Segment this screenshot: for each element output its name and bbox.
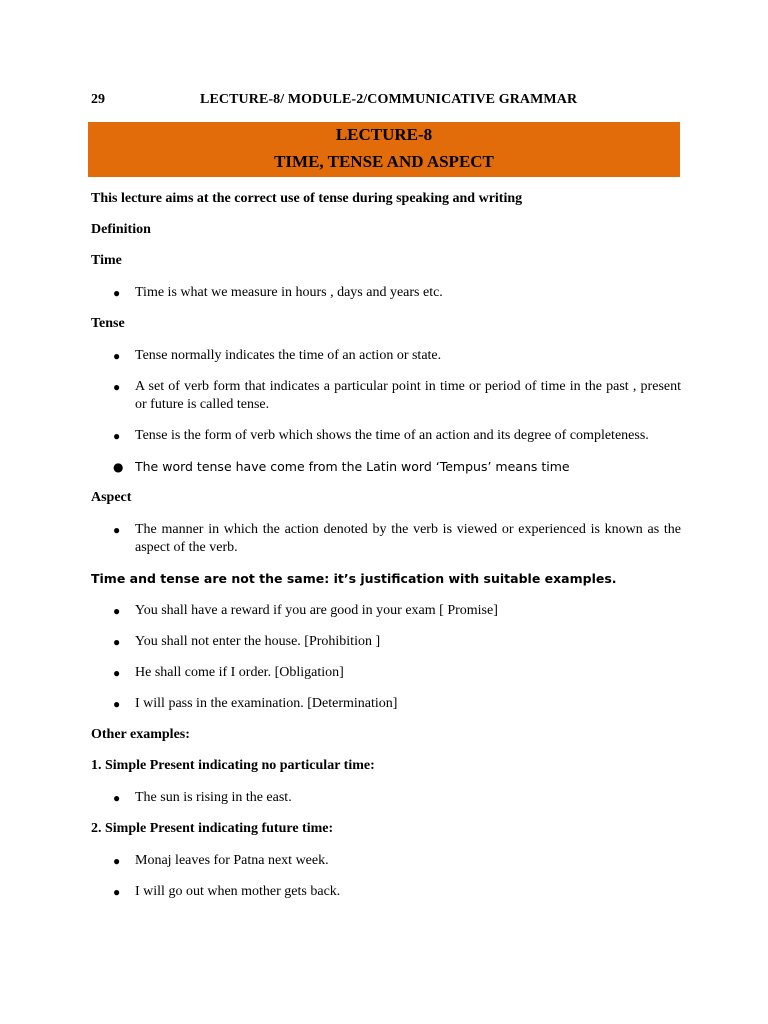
bullet-icon: ● [113, 380, 121, 394]
bullet-icon: ● [113, 854, 121, 868]
list-item: ● Tense normally indicates the time of an action or state. [113, 348, 442, 363]
aspect-heading: Aspect [91, 490, 132, 505]
list-item: ● The word tense have come from the Latin word ‘Tempus’ means time [113, 459, 570, 474]
lecture-banner [88, 122, 680, 177]
list-item: ● The sun is rising in the east. [113, 790, 292, 805]
aspect-list [91, 521, 681, 557]
list-item: ● Monaj leaves for Patna next week. [113, 853, 329, 868]
list-item: ● I will pass in the examination. [Determination] [113, 696, 398, 711]
list-item: ● You shall have a reward if you are good in your exam [ Promise] [113, 603, 498, 618]
tense-heading: Tense [91, 316, 125, 331]
list-item: ● Tense is the form of verb which shows the time of an action and its degree of completeness. [113, 428, 649, 443]
lecture-title: TIME, TENSE AND ASPECT [274, 152, 494, 171]
document-body [91, 190, 681, 901]
page-number: 29 [91, 92, 105, 107]
intro-text: This lecture aims at the correct use of tense during speaking and writing [91, 191, 523, 206]
simple-present-future-list [91, 852, 681, 901]
time-heading: Time [91, 253, 122, 268]
bullet-icon: ● [113, 604, 121, 618]
tense-list [91, 347, 681, 476]
bullet-icon: ● [113, 429, 121, 443]
running-header: LECTURE-8/ MODULE-2/COMMUNICATIVE GRAMMAR [200, 92, 578, 107]
bullet-icon: ● [113, 791, 121, 805]
list-item: ● A set of verb form that indicates a particular point in time or period of time in the past , present or future is called tense. [113, 379, 681, 412]
bullet-icon: ● [113, 349, 121, 363]
bullet-icon: ● [113, 885, 121, 899]
list-item: ● You shall not enter the house. [Prohibition ] [113, 634, 381, 649]
list-item: ● I will go out when mother gets back. [113, 884, 341, 899]
simple-present-no-time-list [91, 789, 681, 807]
list-item: ● The manner in which the action denoted by the verb is viewed or experienced is known as the aspect of the verb. [113, 522, 681, 555]
bullet-icon: ● [113, 697, 121, 711]
lecture-number: LECTURE-8 [335, 125, 433, 144]
bullet-icon: ● [113, 460, 124, 474]
simple-present-future-heading: 2. Simple Present indicating future time: [91, 821, 334, 836]
bullet-icon: ● [113, 523, 121, 537]
bullet-icon: ● [113, 286, 121, 300]
bullet-icon: ● [113, 666, 121, 680]
other-examples-heading: Other examples: [91, 727, 190, 742]
time-list [91, 284, 681, 302]
list-item: ● He shall come if I order. [Obligation] [113, 665, 344, 680]
justification-heading: Time and tense are not the same: it’s justification with suitable examples. [91, 571, 617, 586]
definition-heading: Definition [91, 222, 151, 237]
simple-present-no-time-heading: 1. Simple Present indicating no particular time: [91, 758, 375, 773]
bullet-icon: ● [113, 635, 121, 649]
justification-list [91, 602, 681, 713]
list-item: ● Time is what we measure in hours , days and years etc. [113, 285, 443, 300]
